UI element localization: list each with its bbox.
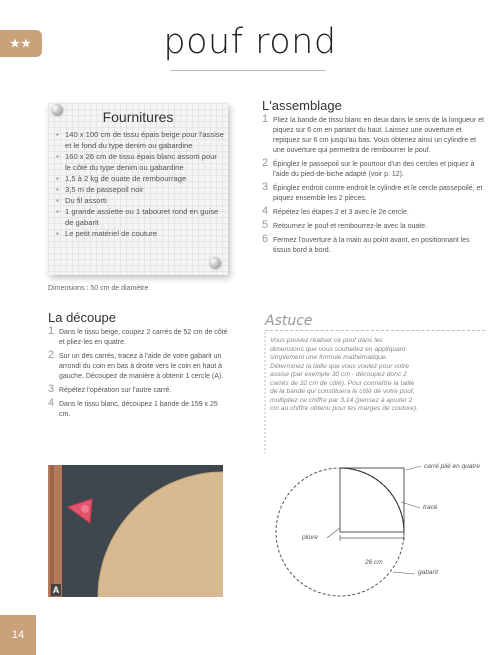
decoupe-title: La découpe [48,310,116,325]
pin-top-left-icon [51,104,62,115]
photo-illustration [48,465,223,597]
page-number: 14 [0,615,36,655]
list-item [262,113,487,156]
list-item: ▪ 160 x 26 cm de tissu épais blanc assorti pour le côté du type denim ou gabardine [56,151,224,173]
trace-arc [340,468,404,532]
list-item: ▪ Le petit matériel de couture [56,228,224,239]
step-photo [48,465,223,597]
step-number: 3 [48,383,55,395]
step-number: 2 [262,157,269,169]
step-number: 2 [48,349,55,361]
list-item: ▪ 1 grande assiette ou 1 tabouret rond en guise de gabarit [56,206,224,228]
label-carre: carré plié en quatre [424,463,481,470]
title-underline [170,70,326,71]
list-item: ▪ Du fil assorti [56,195,224,206]
step-text: Répétez l'opération sur l'autre carré. [59,387,172,394]
list-item [262,219,487,232]
astuce-text: Vous pouvez réaliser ce pouf dans les dimensions que vous souhaitez en appliquant simplement une formule mathématique. Déterminez la taille que vous voulez pour votre assise (par exemple 30 cm - découpez donc 2 carrés de 32 cm de côté). Pour connaître la taille de la bande qui constituera le côté de votre pouf, multipliez ce chiffre par 3,14 (pensez à ajouter 2 cm au chiffre obtenu pour les marges de couture). [270,337,418,412]
list-item [262,233,487,256]
step-number: 1 [48,325,55,337]
step-number: 1 [262,113,269,125]
fournitures-list [56,129,224,239]
step-text: Pliez la bande de tissu blanc en deux dans le sens de la longueur et piquez sur 6 cm en partant du haut. Laissez une ouverture et repiquez sur 6 cm jusqu'au bas. Vous obtenez ainsi un cylindre et une ouverture qui permettra de rembourrer le pouf. [273,117,484,154]
list-item [48,349,228,382]
dimensions-text: Dimensions : 50 cm de diamètre [48,285,149,292]
assemblage-steps [262,113,487,260]
step-text: Dans le tissu beige, coupez 2 carrés de 52 cm de côté et pliez-les en quatre. [59,329,228,346]
fournitures-card [48,103,228,275]
step-text: Retournez le pouf et rembourrez-le avec la ouate. [273,223,428,230]
step-text: Dans le tissu blanc, découpez 1 bande de 159 x 25 cm. [59,401,218,418]
step-number: 4 [262,205,269,217]
folded-square [340,468,404,532]
label-gabarit: gabarit [418,569,438,576]
list-item [48,325,228,348]
step-text: Fermez l'ouverture à la main au point avant, en positionnant les tissus bord à bord. [273,237,470,254]
label-trace: tracé [423,504,438,511]
step-text: Sur un des carrés, tracez à l'aide de votre gabarit un arrondi du coin en bas à droite vers le coin en haut à gauche. Découpez de manière à obtenir 1 cercle (A). [59,353,224,380]
astuce-title: Astuce [265,313,313,329]
step-number: 3 [262,181,269,193]
fournitures-title: Fournitures [102,109,174,125]
list-item [48,397,228,420]
page-title: pouf rond [163,22,337,62]
step-number: 5 [262,219,269,231]
list-item [262,181,487,204]
list-item [262,205,487,218]
label-size: 26 cm [365,559,383,566]
step-number: 6 [262,233,269,245]
list-item: ▪ 1,5 à 2 kg de ouate de rembourrage [56,173,224,184]
step-text: Répétez les étapes 2 et 3 avec le 2e cercle. [273,209,409,216]
list-item [262,157,487,180]
step-text: Épinglez endroit contre endroit le cylindre et le cercle passepoilé, et piquez ensemble les 2 pièces. [273,185,483,202]
step-number: 4 [48,397,55,409]
list-item: ▪ 3,5 m de passepoil noir [56,184,224,195]
decoupe-steps [48,325,228,424]
list-item: ▪ 140 x 100 cm de tissu épais beige pour l'assise et le fond du type denim ou gabardine [56,129,224,151]
difficulty-badge: ★★ [0,30,42,57]
step-text: Épinglez le passepoil sur le pourtour d'un des cercles et piquez à l'aide du pied-de-biche adapté (voir p. 12). [273,161,475,178]
photo-label: A [52,585,60,595]
list-item [48,383,228,396]
label-pliure: pliure [302,534,318,541]
assemblage-title: L'assemblage [262,98,342,113]
pin-bottom-right-icon [209,257,220,268]
